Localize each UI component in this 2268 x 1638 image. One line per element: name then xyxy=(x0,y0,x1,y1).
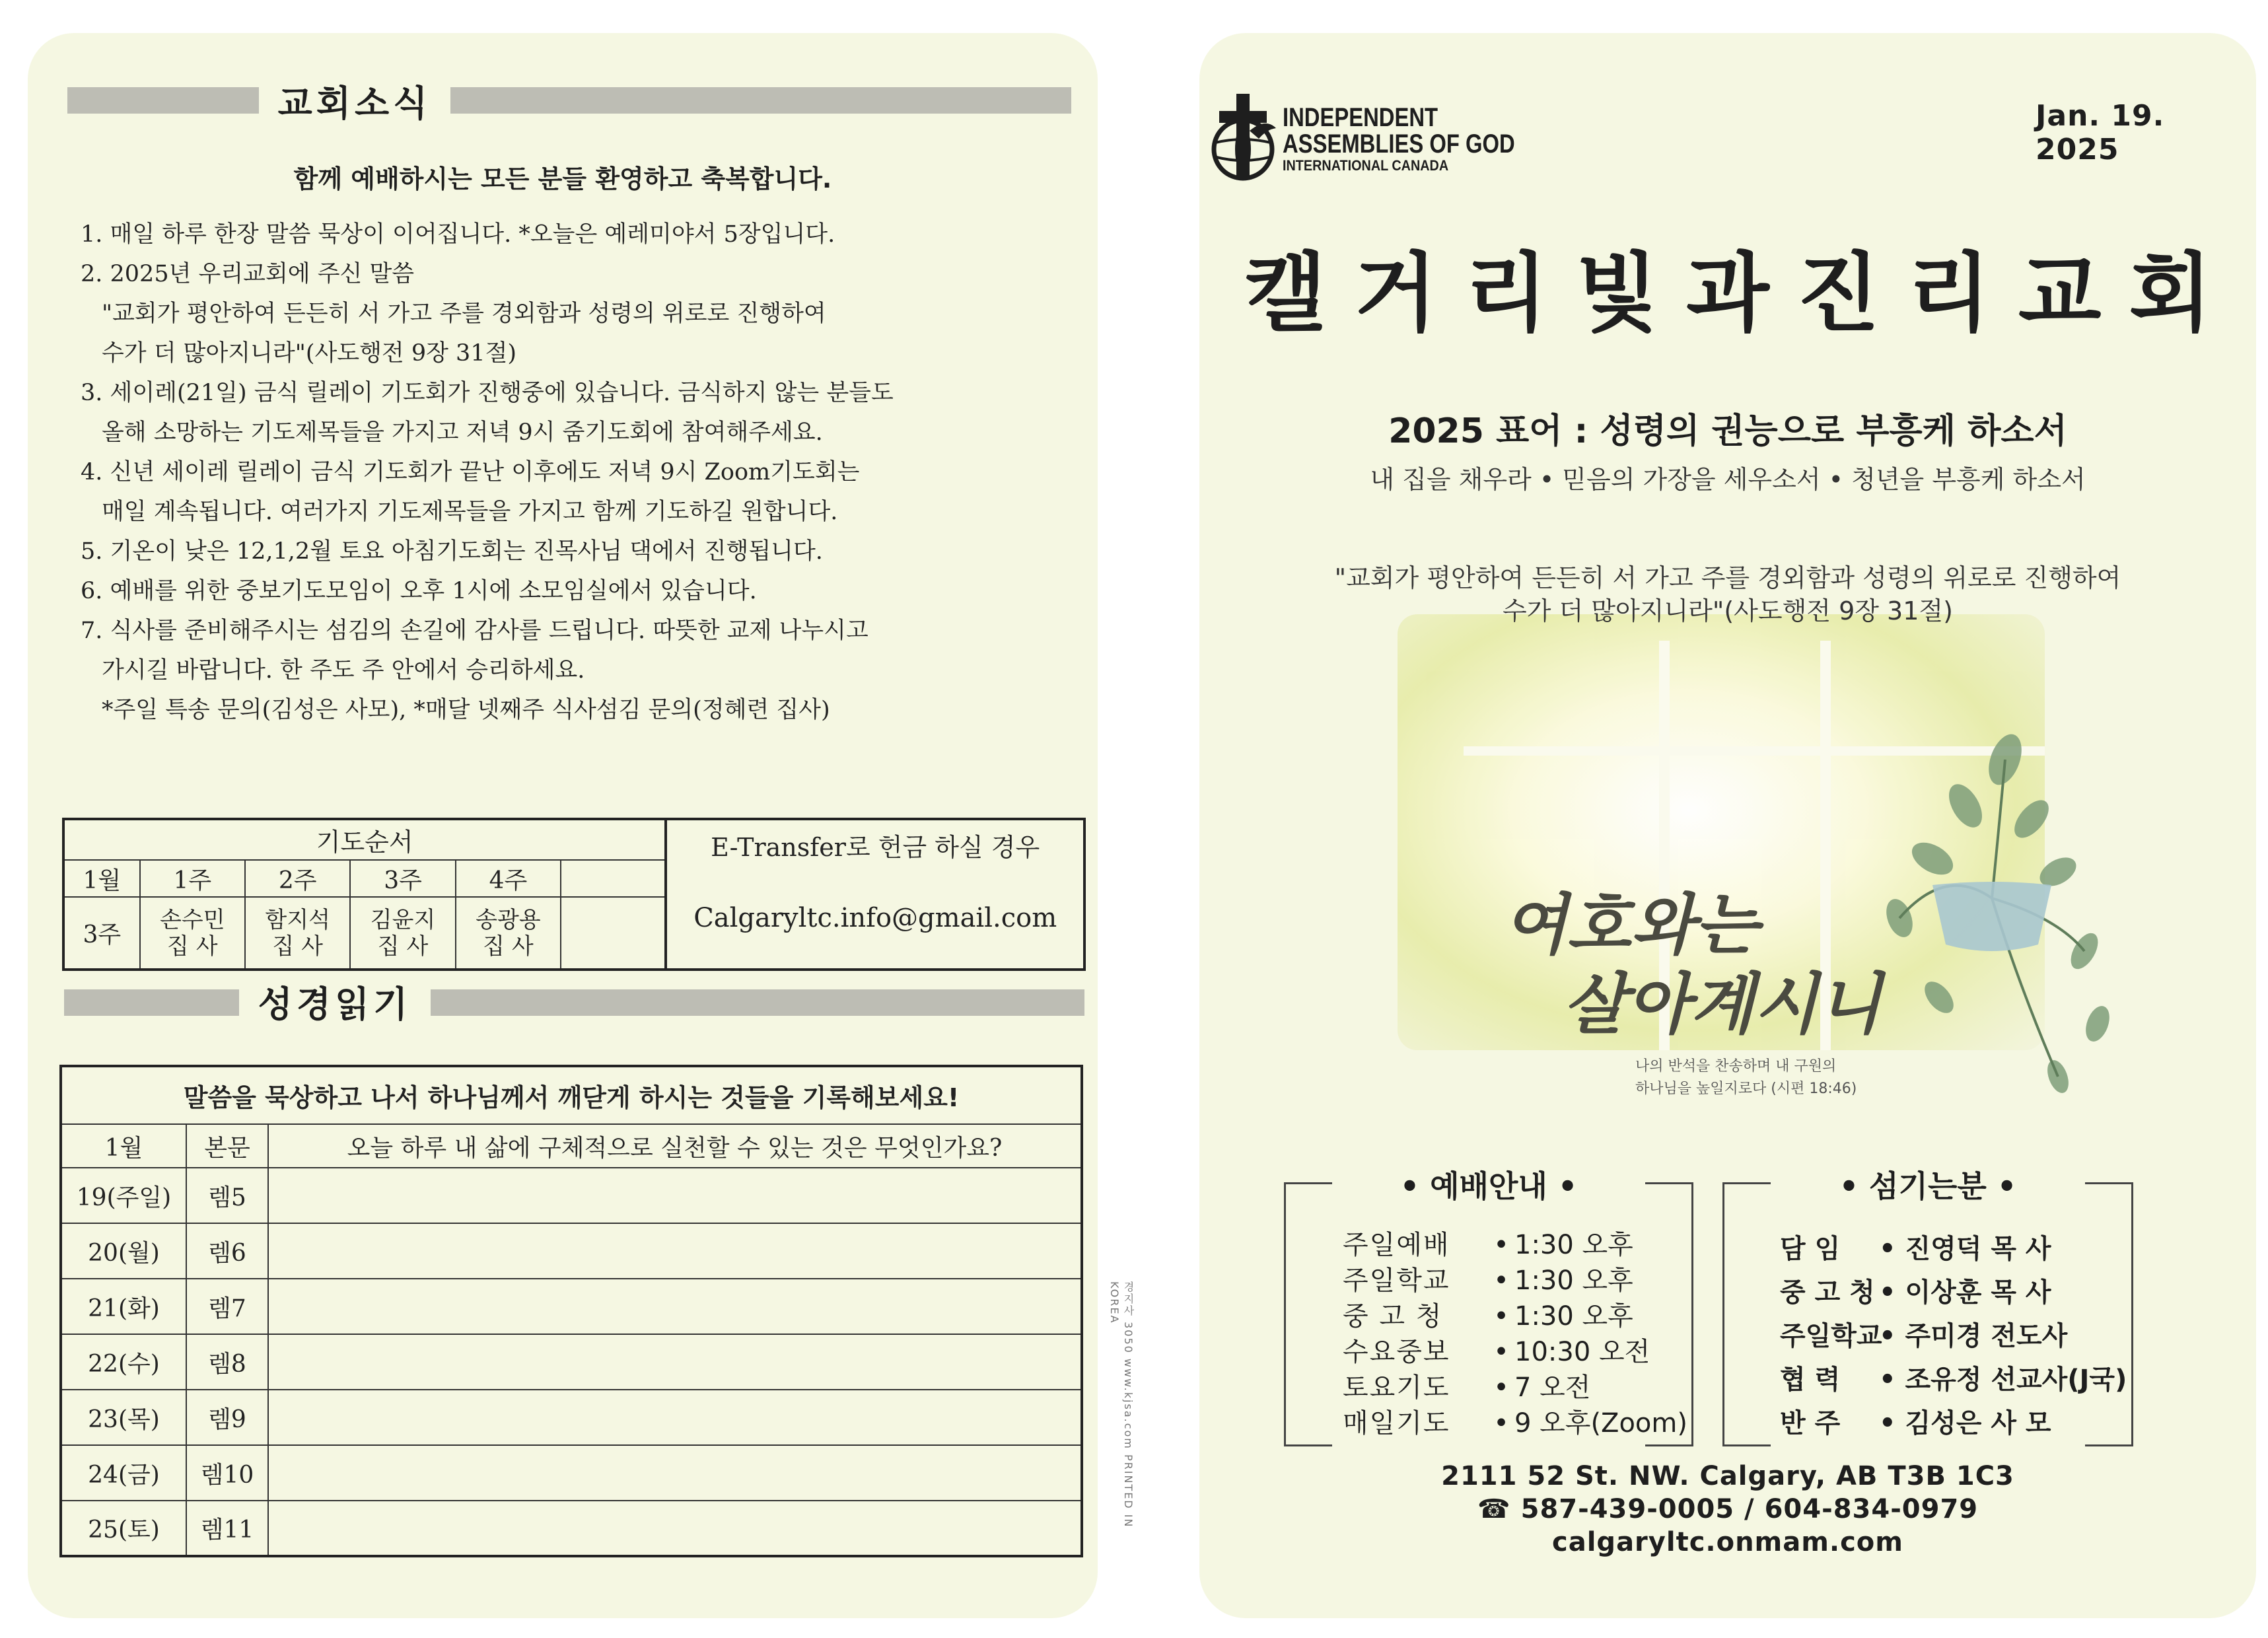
worship-item: 주일학교 • 1:30 오후 xyxy=(1343,1265,1633,1296)
reading-note-cell[interactable] xyxy=(268,1279,1082,1334)
church-address: 2111 52 St. NW. Calgary, AB T3B 1C3 xyxy=(1441,1461,2014,1491)
person-name: 김윤지 xyxy=(370,906,436,933)
person-name: 송광용 xyxy=(476,906,541,933)
logo-line: ASSEMBLIES OF GOD xyxy=(1283,129,1515,159)
news-item: 5. 기온이 낮은 12,1,2월 토요 아침기도회는 진목사님 댁에서 진행됩니다. xyxy=(81,538,823,565)
church-phone: ☎ 587-439-0005 / 604-834-0979 xyxy=(1477,1494,1979,1524)
reading-col-apply: 오늘 하루 내 삶에 구체적으로 실천할 수 있는 것은 무엇인가요? xyxy=(268,1124,1082,1168)
psalm-line: 나의 반석을 찬송하며 내 구원의 xyxy=(1635,1058,1837,1075)
person-role: 집 사 xyxy=(483,933,534,960)
right-page xyxy=(1199,33,2256,1618)
reading-note-cell[interactable] xyxy=(268,1223,1082,1279)
prayer-person xyxy=(350,897,455,970)
section-bar xyxy=(64,989,239,1016)
server-item: 주일학교• 주미경 전도사 xyxy=(1780,1321,2068,1351)
contact-info xyxy=(1199,1460,2256,1559)
prayer-person xyxy=(456,897,561,970)
person-name: 손수민 xyxy=(160,906,225,933)
prayer-week: 2주 xyxy=(245,860,350,897)
reading-title: 성경읽기 xyxy=(258,983,412,1025)
news-item: 2. 2025년 우리교회에 주신 말씀 xyxy=(81,261,415,287)
reading-caption: 말씀을 묵상하고 나서 하나님께서 깨닫게 하시는 것들을 기록해보세요! xyxy=(61,1066,1082,1124)
prayer-schedule-table xyxy=(62,818,1086,971)
welcome-text: 함께 예배하시는 모든 분들 환영하고 축복합니다. xyxy=(293,164,832,194)
printer-imprint: 경지사 3050 www.kjsa.com PRINTED IN KOREA xyxy=(1108,1281,1135,1528)
denomination-logo xyxy=(1283,104,1566,174)
bible-reading-table xyxy=(59,1065,1083,1557)
section-bar xyxy=(67,87,259,114)
news-item: 매일 계속됩니다. 여러가지 기도제목들을 가지고 함께 기도하길 원합니다. xyxy=(102,499,838,525)
calligraphy-text xyxy=(1503,885,1882,1044)
servers-info-box xyxy=(1722,1168,2133,1446)
news-item: *주일 특송 문의(김성은 사모), *매달 넷째주 식사섬김 문의(정혜련 집사) xyxy=(102,697,830,723)
verse-line: 수가 더 많아지니라"(사도행전 9장 31절) xyxy=(1503,596,1953,625)
server-item: 반 주 • 김성은 사 모 xyxy=(1780,1408,2051,1439)
news-item: 가시길 바랍니다. 한 주도 주 안에서 승리하세요. xyxy=(102,657,585,684)
news-item: 4. 신년 세이레 릴레이 금식 기도회가 끝난 이후에도 저녁 9시 Zoom기도회는 xyxy=(81,459,860,485)
prayer-person xyxy=(140,897,245,970)
worship-item: 주일예배 • 1:30 오후 xyxy=(1343,1230,1633,1260)
news-item: 수가 더 많아지니라"(사도행전 9장 31절) xyxy=(102,340,517,367)
etransfer-title: E-Transfer로 헌금 하실 경우 xyxy=(711,833,1040,862)
etransfer-cell xyxy=(666,819,1084,970)
reading-passage: 렘6 xyxy=(186,1223,268,1279)
etransfer-email: Calgaryltc.info@gmail.com xyxy=(693,903,1057,933)
section-bar xyxy=(431,989,1084,1016)
servers-title: • 섬기는분 • xyxy=(1839,1168,2017,1204)
reading-note-cell[interactable] xyxy=(268,1168,1082,1223)
motto-subtitle: 내 집을 채우라 • 믿음의 가장을 세우소서 • 청년을 부흥케 하소서 xyxy=(1370,465,2086,494)
theme-verse xyxy=(1252,561,2203,627)
reading-passage: 렘7 xyxy=(186,1279,268,1334)
news-item: 올해 소망하는 기도제목들을 가지고 저녁 9시 줌기도회에 참여해주세요. xyxy=(102,419,823,446)
prayer-week: 4주 xyxy=(456,860,561,897)
prayer-month: 1월 xyxy=(63,860,140,897)
calligraphy-line: 여호와는 xyxy=(1503,886,1759,964)
psalm-quote xyxy=(1635,1055,1857,1100)
prayer-row-label: 3주 xyxy=(63,897,140,970)
worship-info-box xyxy=(1284,1168,1693,1446)
psalm-line: 하나님을 높일지로다 (시편 18:46) xyxy=(1635,1081,1857,1097)
reading-day: 21(화) xyxy=(61,1279,186,1334)
calligraphy-line: 살아계시니 xyxy=(1563,965,1882,1043)
left-page xyxy=(28,33,1098,1618)
plant-illustration-icon xyxy=(1860,733,2124,1116)
prayer-week: 1주 xyxy=(140,860,245,897)
server-item: 협 력 • 조유정 선교사(J국) xyxy=(1780,1365,2127,1395)
verse-line: "교회가 평안하여 든든히 서 가고 주를 경외함과 성령의 위로로 진행하여 xyxy=(1334,563,2121,592)
news-item: 6. 예배를 위한 중보기도모임이 오후 1시에 소모임실에서 있습니다. xyxy=(81,578,757,604)
person-role: 집 사 xyxy=(272,933,323,960)
church-website[interactable]: calgaryltc.onmam.com xyxy=(1552,1527,1903,1557)
cross-globe-logo-icon xyxy=(1206,91,1280,184)
reading-day: 19(주일) xyxy=(61,1168,186,1223)
logo-line: INTERNATIONAL CANADA xyxy=(1283,157,1449,174)
worship-item: 매일기도 • 9 오후(Zoom) xyxy=(1343,1408,1687,1439)
yearly-motto: 2025 표어 : 성령의 권능으로 부흥케 하소서 xyxy=(1388,411,2067,451)
prayer-week: 3주 xyxy=(350,860,455,897)
reading-day: 23(목) xyxy=(61,1390,186,1445)
reading-day: 20(월) xyxy=(61,1223,186,1279)
server-item: 담 임 • 진영덕 목 사 xyxy=(1780,1234,2051,1264)
person-name: 함지석 xyxy=(265,906,330,933)
reading-passage: 렘5 xyxy=(186,1168,268,1223)
news-item: 7. 식사를 준비해주시는 섬김의 손길에 감사를 드립니다. 따뜻한 교제 나누시고 xyxy=(81,618,868,644)
server-item: 중 고 청 • 이상훈 목 사 xyxy=(1780,1277,2051,1308)
reading-note-cell[interactable] xyxy=(268,1334,1082,1390)
reading-note-cell[interactable] xyxy=(268,1390,1082,1445)
worship-item: 토요기도 • 7 오전 xyxy=(1343,1372,1591,1403)
reading-note-cell[interactable] xyxy=(268,1445,1082,1501)
servers-list xyxy=(1780,1227,2127,1445)
reading-passage: 렘10 xyxy=(186,1445,268,1501)
worship-item: 수요중보 • 10:30 오전 xyxy=(1343,1337,1650,1367)
reading-passage: 렘11 xyxy=(186,1501,268,1556)
prayer-empty-cell xyxy=(561,860,666,897)
reading-passage: 렘8 xyxy=(186,1334,268,1390)
news-title: 교회소식 xyxy=(277,83,432,124)
worship-title: • 예배안내 • xyxy=(1400,1168,1578,1204)
person-role: 집 사 xyxy=(377,933,429,960)
news-list xyxy=(81,215,1071,730)
reading-col-text: 본문 xyxy=(186,1124,268,1168)
worship-item: 중 고 청 • 1:30 오후 xyxy=(1343,1301,1633,1332)
news-item: 3. 세이레(21일) 금식 릴레이 기도회가 진행중에 있습니다. 금식하지 않는 분들도 xyxy=(81,380,894,406)
news-item: 1. 매일 하루 한장 말씀 묵상이 이어집니다. *오늘은 예레미야서 5장입니다. xyxy=(81,221,835,248)
section-bar xyxy=(450,87,1071,114)
reading-col-month: 1월 xyxy=(61,1124,186,1168)
news-item: "교회가 평안하여 든든히 서 가고 주를 경외함과 성령의 위로로 진행하여 xyxy=(102,301,826,327)
church-name: 캘거리빛과진리교회 xyxy=(1243,243,2240,343)
prayer-empty-cell xyxy=(561,897,666,970)
reading-day: 24(금) xyxy=(61,1445,186,1501)
reading-day: 22(수) xyxy=(61,1334,186,1390)
reading-day: 25(토) xyxy=(61,1501,186,1556)
bulletin-date: Jan. 19. 2025 xyxy=(2036,99,2165,166)
logo-line: INDEPENDENT xyxy=(1283,103,1438,132)
reading-passage: 렘9 xyxy=(186,1390,268,1445)
worship-schedule xyxy=(1343,1227,1687,1441)
person-role: 집 사 xyxy=(167,933,218,960)
prayer-person xyxy=(245,897,350,970)
reading-note-cell[interactable] xyxy=(268,1501,1082,1556)
prayer-title: 기도순서 xyxy=(63,819,666,860)
